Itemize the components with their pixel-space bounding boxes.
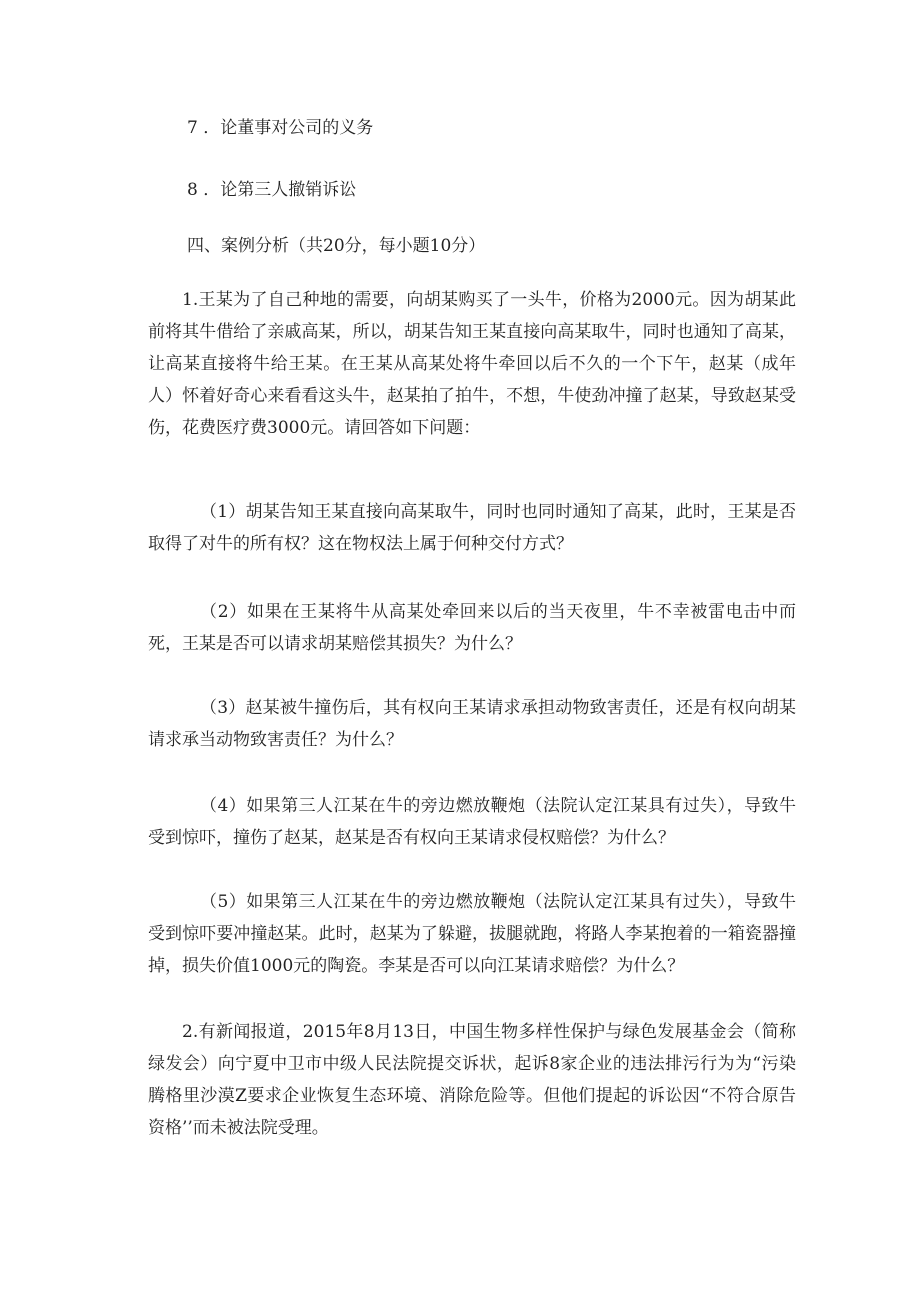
case-2-body: 2.有新闻报道，2015年8月13日，中国生物多样性保护与绿色发展基金会（简称绿发会）向宁夏中卫市中级人民法院提交诉状，起诉8家企业的违法排污行为为“污染腾格里沙漠Z要求企业恢复生态环境、消除危险等。但他们提起的诉讼因“不符合原告资格’’而未被法院受理。 [148, 1022, 796, 1138]
essay-item-7: 7 ．论董事对公司的义务 [187, 118, 374, 138]
case-1-question-1: （1）胡某告知王某直接向高某取牛，同时也同时通知了高某，此时，王某是否取得了对牛的所有权？这在物权法上属于何种交付方式？ [148, 502, 796, 554]
case-1-question-5: （5）如果第三人江某在牛的旁边燃放鞭炮（法院认定江某具有过失），导致牛受到惊吓要冲撞赵某。此时，赵某为了躲避，拔腿就跑，将路人李某抱着的一箱瓷器撞掉，损失价值1000元的陶瓷。李某是否可以向江某请求赔偿？为什么？ [148, 892, 796, 976]
section-heading: 四、案例分析（共20分，每小题10分） [187, 236, 486, 256]
case-1-body: 1.王某为了自己种地的需要，向胡某购买了一头牛，价格为2000元。因为胡某此前将其牛借给了亲戚高某，所以，胡某告知王某直接向高某取牛，同时也通知了高某，让高某直接将牛给王某。在王某从高某处将牛牵回以后不久的一个下午，赵某（成年人）怀着好奇心来看看这头牛，赵某拍了拍牛，不想，牛使劲冲撞了赵某，导致赵某受伤，花费医疗费3000元。请回答如下问题： [148, 290, 796, 438]
case-1-question-3: （3）赵某被牛撞伤后，其有权向王某请求承担动物致害责任，还是有权向胡某请求承当动物致害责任？为什么？ [148, 698, 796, 750]
case-1-question-4: （4）如果第三人江某在牛的旁边燃放鞭炮（法院认定江某具有过失），导致牛受到惊吓，撞伤了赵某，赵某是否有权向王某请求侵权赔偿？为什么？ [148, 796, 796, 848]
essay-item-8: 8 ．论第三人撤销诉讼 [187, 180, 357, 200]
case-1-question-2: （2）如果在王某将牛从高某处牵回来以后的当天夜里，牛不幸被雷电击中而死，王某是否可以请求胡某赔偿其损失？为什么？ [148, 602, 796, 654]
